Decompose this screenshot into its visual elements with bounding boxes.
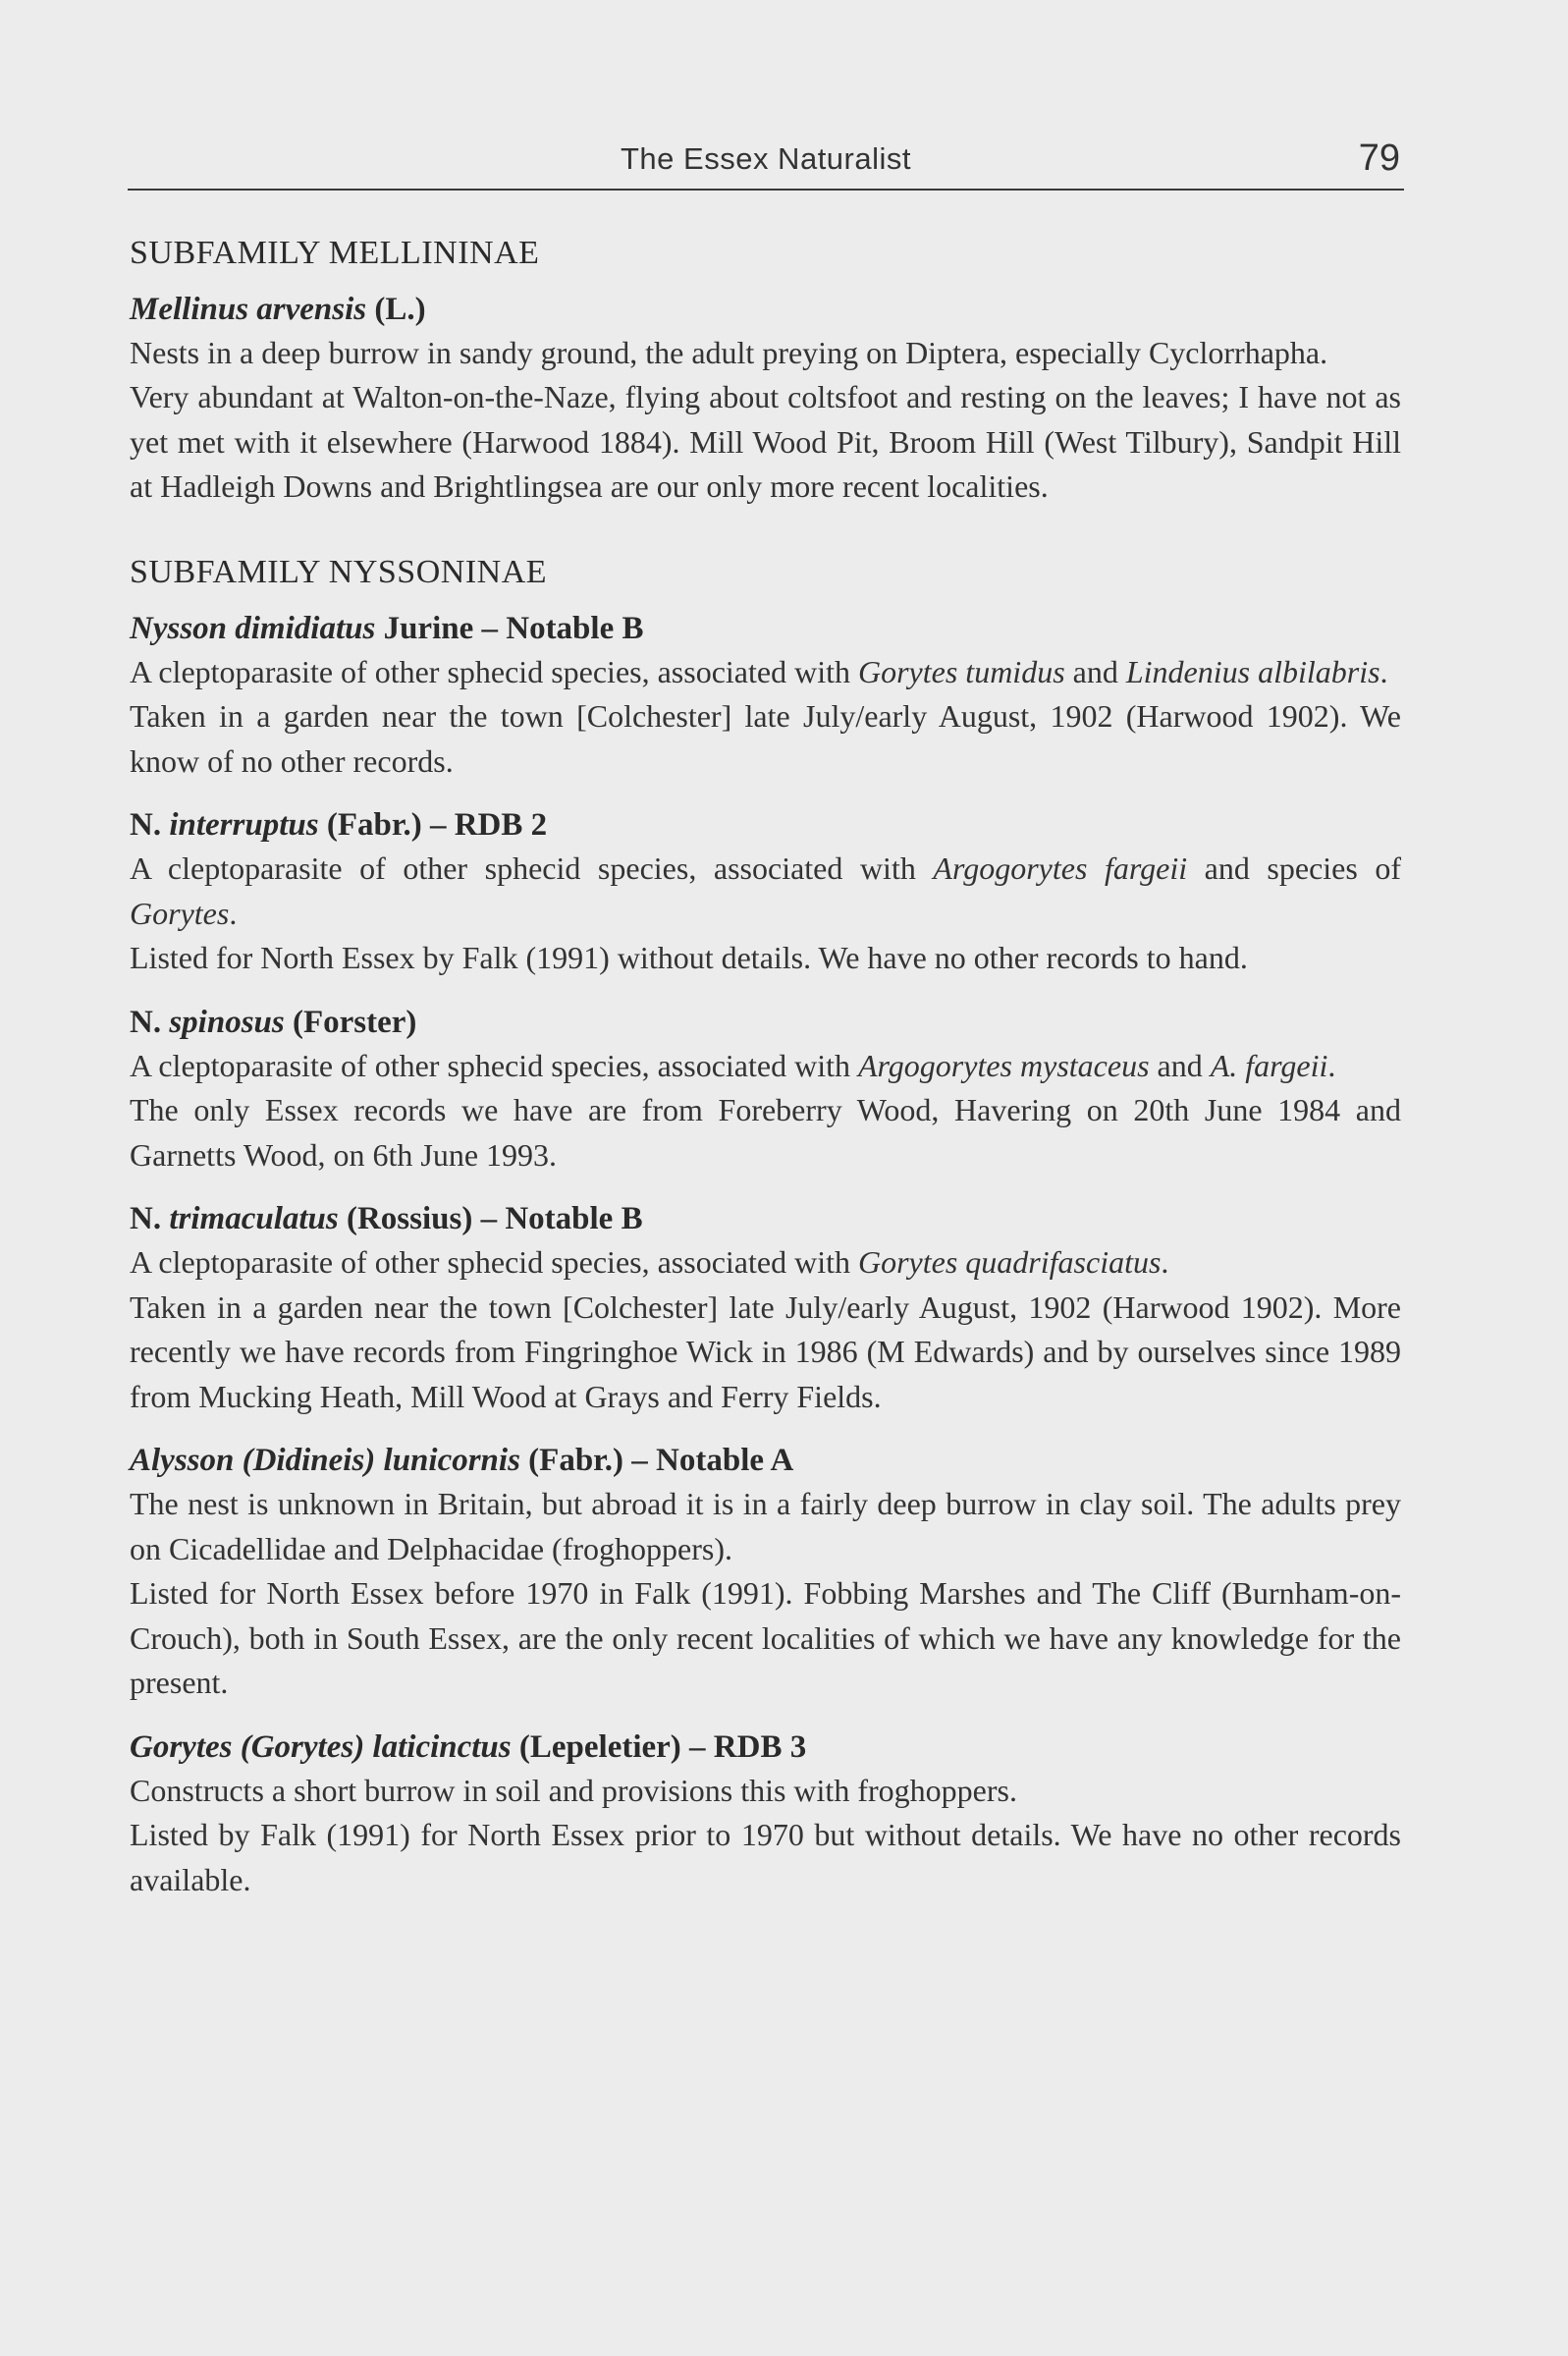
- species-entry: [130, 1197, 1401, 1419]
- species-authority: (Forster): [284, 1004, 417, 1040]
- species-paragraph: Listed by Falk (1991) for North Essex prior to 1970 but without details. We have no other records available.: [130, 1817, 1401, 1897]
- italic-text: Argogorytes fargeii: [933, 850, 1188, 887]
- species-paragraph: Taken in a garden near the town [Colchester] late July/early August, 1902 (Harwood 1902). More recently we have records from Fingringhoe Wick in 1986 (M Edwards) and by ourselves since 1989 from Mucking Heath, Mill Wood at Grays and Ferry Fields.: [130, 1288, 1401, 1414]
- italic-text: Gorytes: [130, 895, 230, 931]
- species-paragraph: Very abundant at Walton-on-the-Naze, flying about coltsfoot and resting on the leaves; I have not as yet met with it elsewhere (Harwood 1884). Mill Wood Pit, Broom Hill (West Tilbury), Sandpit Hill at Hadleigh Downs and Brightlingsea are our only more recent localities.: [130, 379, 1401, 505]
- species-paragraph: The nest is unknown in Britain, but abroad it is in a fairly deep burrow in clay soil. The adults prey on Cicadellidae and Delphacidae (froghoppers).: [130, 1486, 1401, 1566]
- italic-text: A. fargeii: [1210, 1047, 1328, 1083]
- genus-abbrev: N.: [130, 1004, 170, 1040]
- species-entry: [130, 607, 1401, 785]
- species-heading: [130, 1726, 1401, 1769]
- species-paragraph: Constructs a short burrow in soil and provisions this with froghoppers.: [130, 1772, 1017, 1808]
- species-name: Mellinus arvensis: [130, 291, 367, 327]
- species-name: Gorytes (Gorytes) laticinctus: [130, 1728, 512, 1765]
- species-entry: [130, 803, 1401, 981]
- species-entry: [130, 1726, 1401, 1903]
- species-authority: (Lepeletier) – RDB 3: [511, 1728, 807, 1765]
- journal-title: The Essex Naturalist: [621, 141, 911, 176]
- species-paragraph: [130, 1240, 1401, 1286]
- species-paragraph: Listed for North Essex before 1970 in Falk (1991). Fobbing Marshes and The Cliff (Burnham-on-Crouch), both in South Essex, are the only recent localities of which we have any knowledge for the present.: [130, 1575, 1401, 1701]
- species-heading: [130, 1001, 1401, 1044]
- text-run: and species of: [1187, 850, 1402, 887]
- species-authority: (Rossius) – Notable B: [338, 1201, 643, 1237]
- species-paragraph: Taken in a garden near the town [Colchester] late July/early August, 1902 (Harwood 1902). We know of no other records.: [130, 698, 1401, 779]
- species-name: spinosus: [169, 1004, 285, 1040]
- species-name: interruptus: [169, 807, 319, 844]
- species-heading: [130, 1439, 1401, 1482]
- text-run: A cleptoparasite of other sphecid species, associated with: [130, 850, 934, 887]
- species-entry: [130, 1439, 1401, 1706]
- species-heading: [130, 803, 1401, 847]
- species-paragraph: Nests in a deep burrow in sandy ground, the adult preying on Diptera, especially Cyclorrhapha.: [130, 334, 1328, 370]
- page-number: 79: [1358, 137, 1400, 179]
- species-heading: [130, 288, 1401, 331]
- genus-abbrev: N.: [130, 807, 170, 844]
- italic-text: Argogorytes mystaceus: [857, 1047, 1150, 1083]
- text-run: and: [1064, 653, 1126, 689]
- text-run: .: [1327, 1047, 1336, 1083]
- genus-abbrev: N.: [130, 1201, 170, 1237]
- species-name: Nysson dimidiatus: [130, 610, 376, 646]
- subfamily-heading: SUBFAMILY MELLININAE: [130, 235, 540, 271]
- italic-text: Gorytes tumidus: [857, 653, 1065, 689]
- species-entry: [130, 1001, 1401, 1178]
- text-run: A cleptoparasite of other sphecid species, associated with: [130, 653, 858, 689]
- text-run: A cleptoparasite of other sphecid species, associated with: [130, 1047, 858, 1083]
- species-paragraph: The only Essex records we have are from Foreberry Wood, Havering on 20th June 1984 and Garnetts Wood, on 6th June 1993.: [130, 1092, 1401, 1173]
- subfamily-heading: SUBFAMILY NYSSONINAE: [130, 553, 548, 590]
- species-paragraph: Listed for North Essex by Falk (1991) without details. We have no other records to hand.: [130, 940, 1248, 976]
- text-run: .: [1161, 1244, 1169, 1281]
- text-run: .: [1379, 653, 1388, 689]
- species-authority: (Fabr.) – RDB 2: [318, 807, 548, 844]
- text-run: and: [1149, 1047, 1211, 1083]
- species-authority: (Fabr.) – Notable A: [519, 1443, 794, 1479]
- species-entry: [130, 288, 1401, 510]
- species-heading: [130, 607, 1401, 650]
- species-authority: Jurine – Notable B: [375, 610, 644, 646]
- species-paragraph: [130, 650, 1401, 695]
- text-run: A cleptoparasite of other sphecid species, associated with: [130, 1244, 858, 1281]
- text-run: .: [229, 895, 238, 931]
- species-paragraph: [130, 847, 1401, 936]
- article-body: [130, 234, 1401, 1922]
- species-authority: (L.): [366, 291, 426, 327]
- species-name: trimaculatus: [169, 1201, 339, 1237]
- running-header: [128, 137, 1404, 191]
- italic-text: Gorytes quadrifasciatus: [857, 1244, 1162, 1281]
- italic-text: Lindenius albilabris: [1125, 653, 1380, 689]
- species-heading: [130, 1197, 1401, 1240]
- species-paragraph: [130, 1044, 1401, 1089]
- species-name: Alysson (Didineis) lunicornis: [130, 1443, 520, 1479]
